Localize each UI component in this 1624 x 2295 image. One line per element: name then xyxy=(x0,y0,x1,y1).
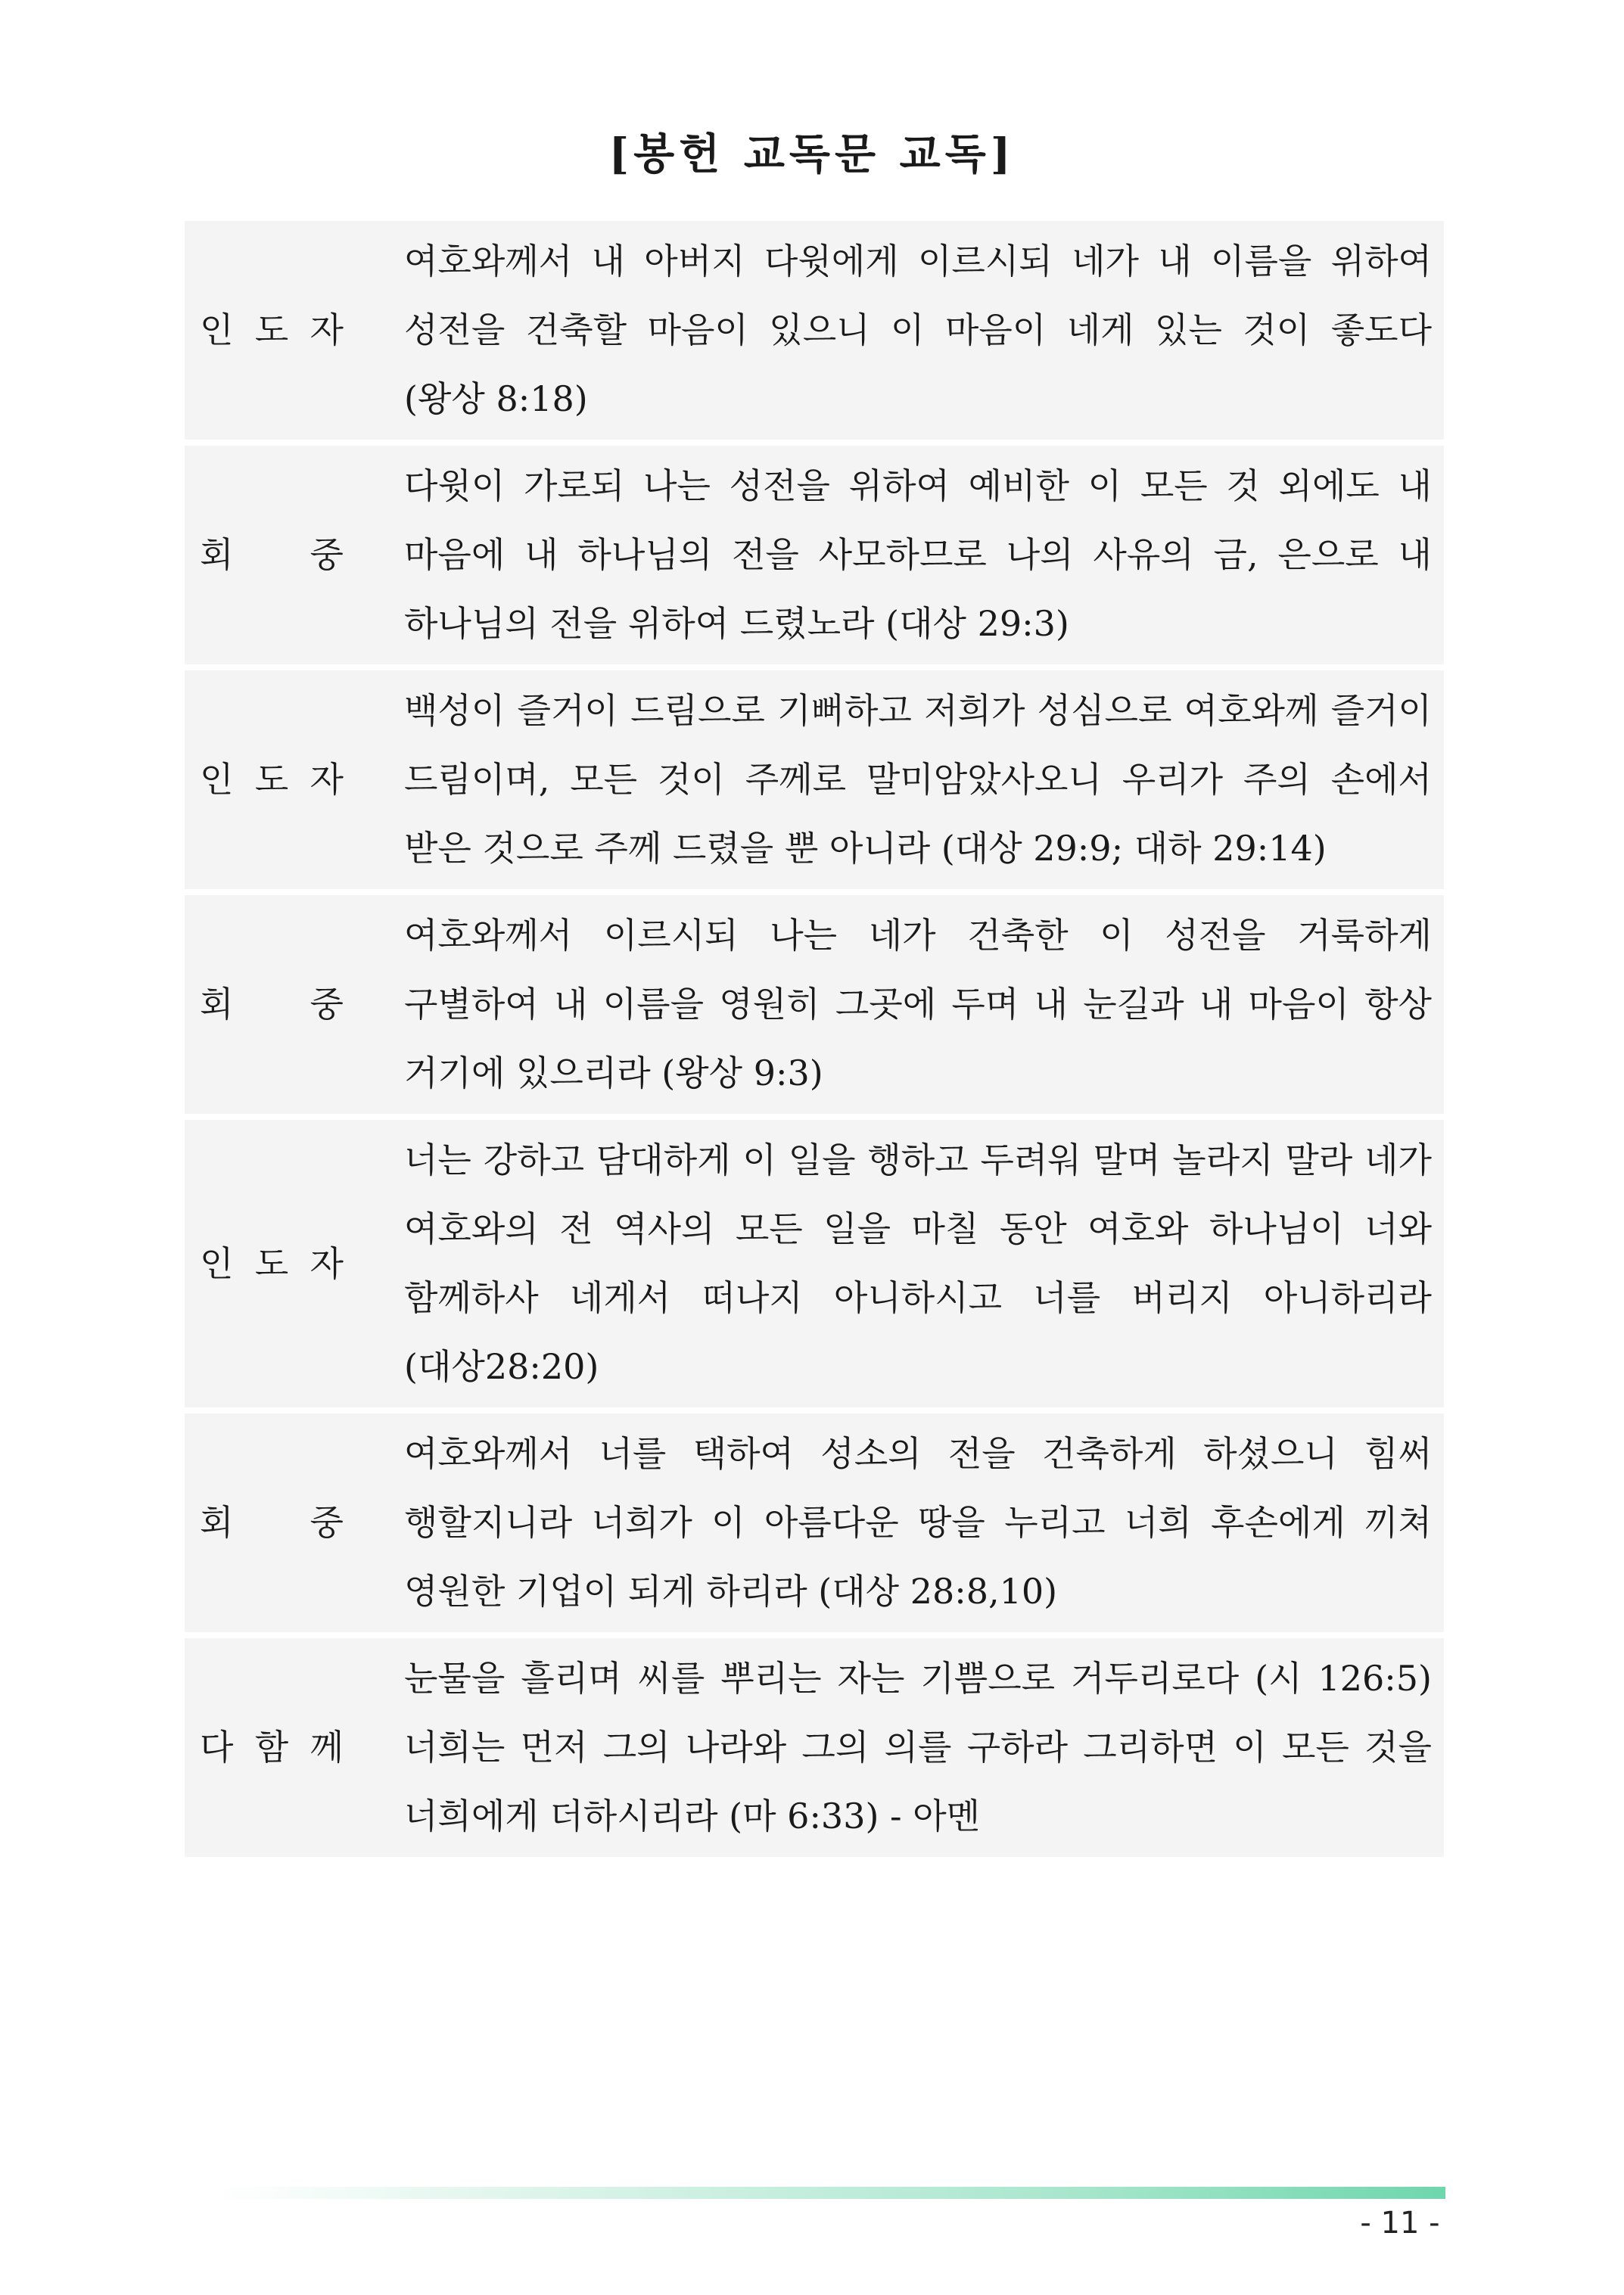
reading-text: 다윗이 가로되 나는 성전을 위하여 예비한 이 모든 것 외에도 내 마음에 내 하나님의 전을 사모하므로 나의 사유의 금, 은으로 내 하나님의 전을 위하여 드렸노라 (대상 29:3) xyxy=(374,446,1444,670)
responsive-reading-table xyxy=(185,221,1444,1863)
reading-text: 눈물을 흘리며 씨를 뿌리는 자는 기쁨으로 거두리로다 (시 126:5) 너희는 먼저 그의 나라와 그의 의를 구하라 그리하면 이 모든 것을 너희에게 더하시리라 (마 6:33) - 아멘 xyxy=(374,1638,1444,1863)
role-cell xyxy=(185,1413,374,1638)
footer-divider-bar xyxy=(212,2187,1445,2199)
reading-text: 여호와께서 이르시되 나는 네가 건축한 이 성전을 거룩하게 구별하여 내 이름을 영원히 그곳에 두며 내 눈길과 내 마음이 항상 거기에 있으리라 (왕상 9:3) xyxy=(374,895,1444,1120)
role-label: 회 중 xyxy=(200,984,344,1025)
reading-text: 여호와께서 내 아버지 다윗에게 이르시되 네가 내 이름을 위하여 성전을 건축할 마음이 있으니 이 마음이 네게 있는 것이 좋도다 (왕상 8:18) xyxy=(374,221,1444,446)
role-label: 다 함 께 xyxy=(200,1727,344,1768)
reading-row xyxy=(185,446,1444,670)
reading-row xyxy=(185,1413,1444,1638)
role-label: 인 도 자 xyxy=(200,759,344,800)
role-label: 회 중 xyxy=(200,1502,344,1543)
page-number: - 11 - xyxy=(1360,2206,1440,2241)
role-cell xyxy=(185,1638,374,1863)
role-cell xyxy=(185,670,374,895)
reading-text: 너는 강하고 담대하게 이 일을 행하고 두려워 말며 놀라지 말라 네가 여호와의 전 역사의 모든 일을 마칠 동안 여호와 하나님이 너와 함께하사 네게서 떠나지 아니하시고 너를 버리지 아니하리라 (대상28:20) xyxy=(374,1120,1444,1413)
reading-row xyxy=(185,670,1444,895)
role-cell xyxy=(185,446,374,670)
reading-row xyxy=(185,895,1444,1120)
role-cell xyxy=(185,221,374,446)
reading-text: 여호와께서 너를 택하여 성소의 전을 건축하게 하셨으니 힘써 행할지니라 너희가 이 아름다운 땅을 누리고 너희 후손에게 끼쳐 영원한 기업이 되게 하리라 (대상 28:8,10) xyxy=(374,1413,1444,1638)
role-label: 회 중 xyxy=(200,534,344,575)
role-cell xyxy=(185,1120,374,1413)
page-title: [봉헌 교독문 교독] xyxy=(608,129,1016,179)
reading-row xyxy=(185,1638,1444,1863)
reading-text: 백성이 즐거이 드림으로 기뻐하고 저희가 성심으로 여호와께 즐거이 드림이며, 모든 것이 주께로 말미암았사오니 우리가 주의 손에서 받은 것으로 주께 드렸을 뿐 아니라 (대상 29:9; 대하 29:14) xyxy=(374,670,1444,895)
reading-row xyxy=(185,221,1444,446)
reading-row xyxy=(185,1120,1444,1413)
role-cell xyxy=(185,895,374,1120)
role-label: 인 도 자 xyxy=(200,309,344,350)
role-label: 인 도 자 xyxy=(200,1242,344,1284)
